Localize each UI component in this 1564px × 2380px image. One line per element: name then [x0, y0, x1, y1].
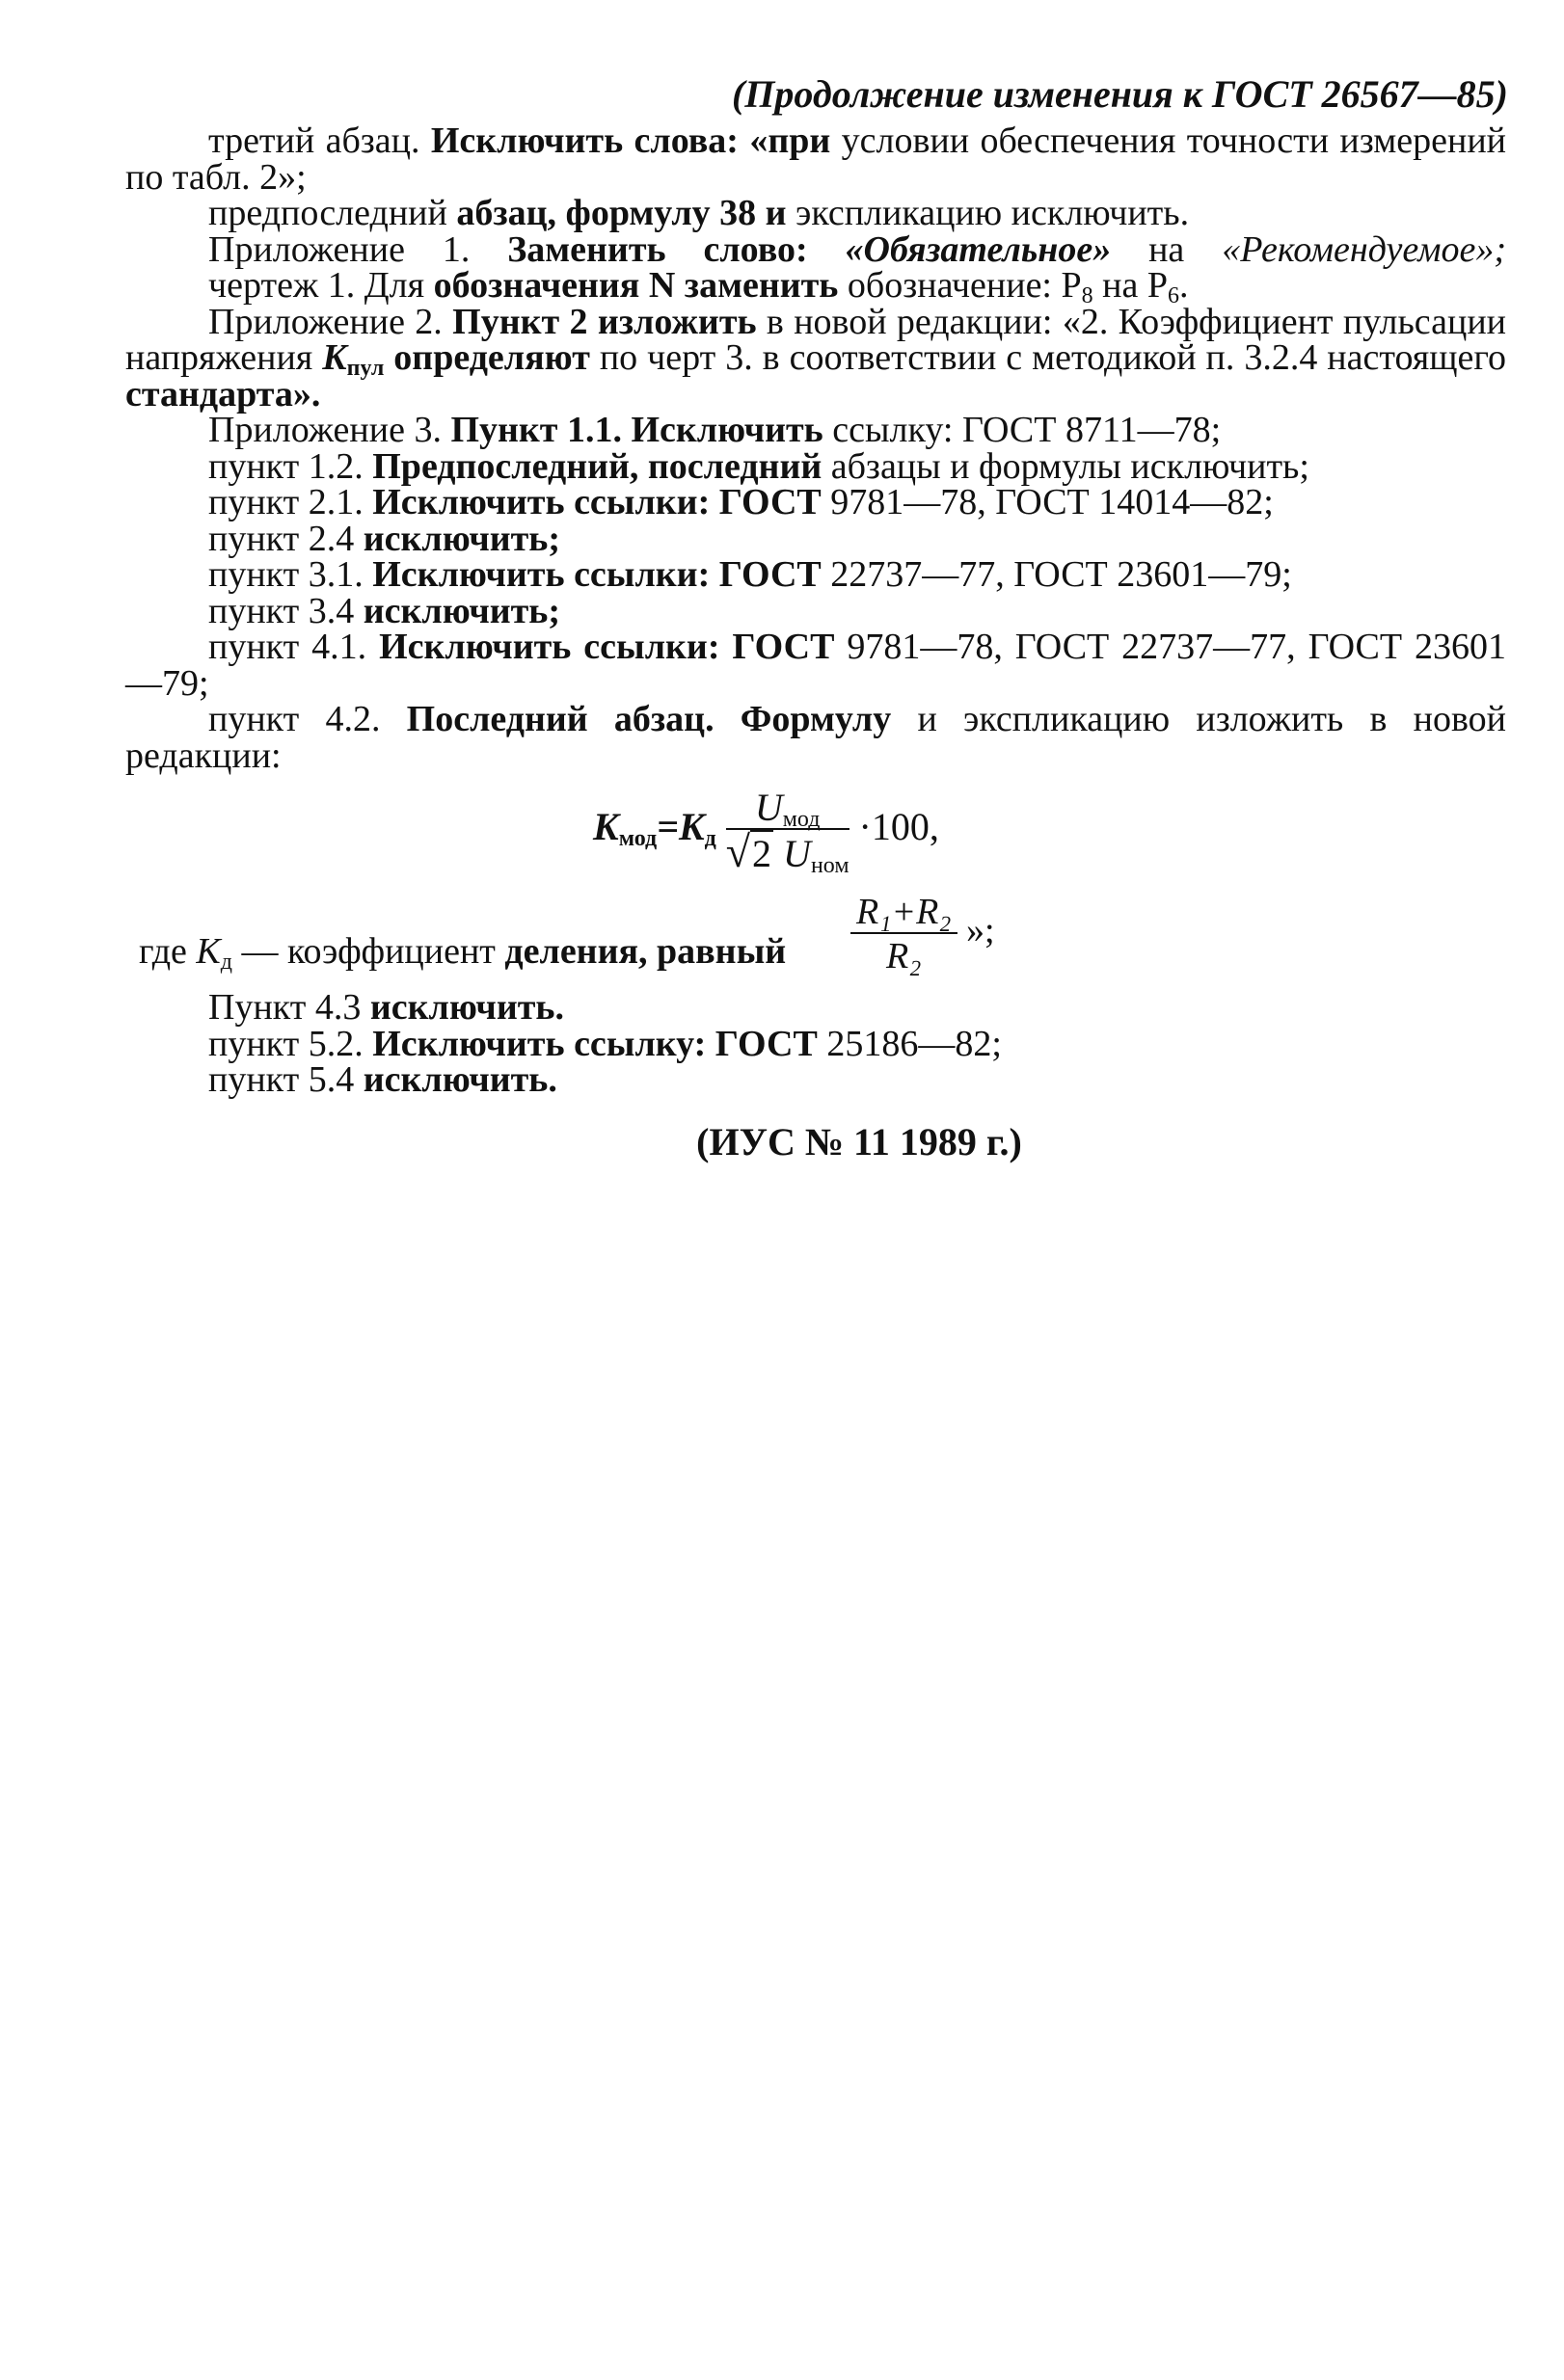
fraction-numerator: R₁+R₂: [850, 894, 957, 934]
subscript: мод: [618, 826, 658, 852]
paragraph-item-5-2: [125, 1023, 1506, 1064]
paragraph-item-3-1: [125, 554, 1506, 595]
math-symbol: K: [196, 931, 221, 972]
bold-run: Пункт 2 изложить: [452, 301, 757, 342]
italic-run: «Рекомендуемое»;: [1222, 228, 1507, 270]
text-run: где: [139, 931, 197, 972]
text-run: 9781—78, ГОСТ 14014—82;: [821, 482, 1274, 522]
bold-run: исключить;: [363, 518, 561, 559]
subscript: д: [704, 826, 716, 852]
text-run: пункт 5.2.: [208, 1023, 373, 1064]
bold-run: деления, равный: [504, 931, 787, 972]
paragraph-appendix-2: [125, 301, 1506, 414]
paragraph-third-abzac: [125, 120, 1506, 198]
math-symbol: K: [322, 337, 347, 378]
sqrt-symbol: √: [725, 827, 751, 876]
paragraph-item-1-2: [125, 445, 1506, 487]
text-run: пункт 4.1.: [208, 627, 380, 667]
text-run: .: [1178, 265, 1189, 306]
formula-fraction: [725, 786, 849, 878]
formula-explanation: [125, 894, 1506, 990]
text-run: экспликацию исключить.: [786, 193, 1190, 233]
subscript: ном: [810, 853, 849, 878]
paragraph-item-4-2: [125, 699, 1506, 776]
bold-run: «при: [738, 120, 831, 161]
formula-tail: ·100,: [858, 805, 939, 849]
subscript: 8: [1081, 283, 1093, 308]
text-run: предпоследний: [208, 193, 457, 233]
math-symbol: K: [593, 805, 619, 849]
text-run: условии обеспечения точности измерений по табл. 2»;: [125, 120, 1506, 198]
explanation-fraction: [850, 894, 995, 975]
bold-run: Последний абзац. Формулу: [406, 699, 892, 739]
text-run: в новой редакции: «2. Коэффициент пульсации напряжения: [125, 301, 1506, 378]
text-run: Приложение 1.: [208, 228, 508, 270]
bold-run: Заменить слово:: [507, 228, 846, 270]
math-symbol: U: [754, 786, 783, 829]
bold-run: обозначения N заменить: [433, 265, 839, 306]
bold-run: исключить.: [369, 987, 565, 1028]
text-run: пункт 2.4: [208, 518, 364, 559]
text-run: по черт 3. в соответствии с методикой п. 3.2.4 настоящего: [589, 337, 1506, 378]
subscript: 6: [1167, 283, 1179, 308]
text-run: и экспликацию изложить в новой редакции:: [125, 699, 1506, 776]
paragraph-drawing-1: [125, 265, 1506, 308]
text-run: пункт 4.2.: [208, 699, 407, 739]
bold-run: определяют: [384, 337, 590, 378]
text-run: Пункт 4.3: [208, 987, 370, 1028]
text-run: »;: [966, 910, 995, 951]
text-run: Приложение 3.: [208, 410, 451, 450]
explanation-text: [139, 931, 787, 975]
fraction-numerator: [726, 786, 849, 832]
math-symbol: U: [783, 832, 811, 875]
sqrt-radicand: 2: [752, 832, 772, 875]
bold-run: исключить;: [363, 590, 561, 631]
bold-run: Исключить ссылки: ГОСТ: [379, 627, 835, 667]
bold-run: Исключить слова:: [430, 120, 739, 161]
document-body: [125, 120, 1507, 1163]
bold-run: Исключить ссылки: ГОСТ: [372, 482, 822, 522]
text-run: пункт 3.4: [208, 590, 364, 631]
text-run: третий абзац.: [208, 120, 431, 161]
text-run: пункт 3.1.: [208, 554, 373, 595]
formula-k-mod: [125, 780, 1506, 894]
text-run: 25186—82;: [817, 1023, 1002, 1064]
paragraph-item-2-4: [125, 518, 1506, 559]
paragraph-item-4-1: [125, 629, 1506, 702]
paragraph-item-3-4: [125, 590, 1506, 631]
text-run: — коэффициент: [231, 931, 505, 972]
text-run: пункт 1.2.: [208, 445, 373, 487]
bold-run: исключить.: [363, 1059, 557, 1100]
paragraph-item-2-1: [125, 482, 1506, 522]
fraction-denominator: [725, 827, 849, 878]
text-run: 9781—78, ГОСТ 22737—77, ГОСТ 23601—79;: [125, 627, 1506, 704]
paragraph-item-4-3: [125, 987, 1506, 1028]
text-run: пункт 2.1.: [208, 482, 373, 522]
text-run: на: [1111, 228, 1223, 270]
bold-italic-run: «Обязательное»: [845, 228, 1112, 270]
text-run: обозначение: P: [838, 265, 1082, 306]
text-run: абзацы и формулы исключить;: [822, 445, 1309, 487]
math-symbol: =K: [657, 805, 705, 849]
formula-expression: [593, 786, 939, 878]
fraction-denominator: R₂: [886, 936, 922, 976]
subscript: мод: [782, 807, 821, 832]
ratio-fraction: [850, 894, 957, 975]
paragraph-item-5-4: [125, 1059, 1506, 1100]
bold-run: Пункт 1.1. Исключить: [450, 410, 823, 450]
bold-run: стандарта».: [125, 373, 321, 414]
paragraph-appendix-1: [125, 228, 1507, 270]
text-run: 22737—77, ГОСТ 23601—79;: [821, 554, 1292, 595]
text-run: Приложение 2.: [208, 301, 453, 342]
source-reference: (ИУС № 11 1989 г.): [696, 1119, 1022, 1163]
text-run: чертеж 1. Для: [208, 265, 434, 306]
subscript: д: [220, 949, 232, 975]
paragraph-appendix-3: [125, 410, 1506, 450]
bold-run: Исключить ссылку: ГОСТ: [372, 1023, 818, 1064]
bold-run: Исключить ссылки: ГОСТ: [372, 554, 822, 595]
text-run: пункт 5.4: [208, 1059, 364, 1100]
page-header: (Продолжение изменения к ГОСТ 26567—85): [731, 72, 1508, 116]
bold-run: абзац, формулу 38 и: [456, 193, 787, 233]
paragraph-penultimate: [125, 193, 1506, 233]
text-run: на P: [1092, 265, 1168, 306]
bold-run: Предпоследний, последний: [372, 445, 822, 487]
text-run: ссылку: ГОСТ 8711—78;: [822, 410, 1222, 450]
subscript: пул: [346, 356, 385, 381]
